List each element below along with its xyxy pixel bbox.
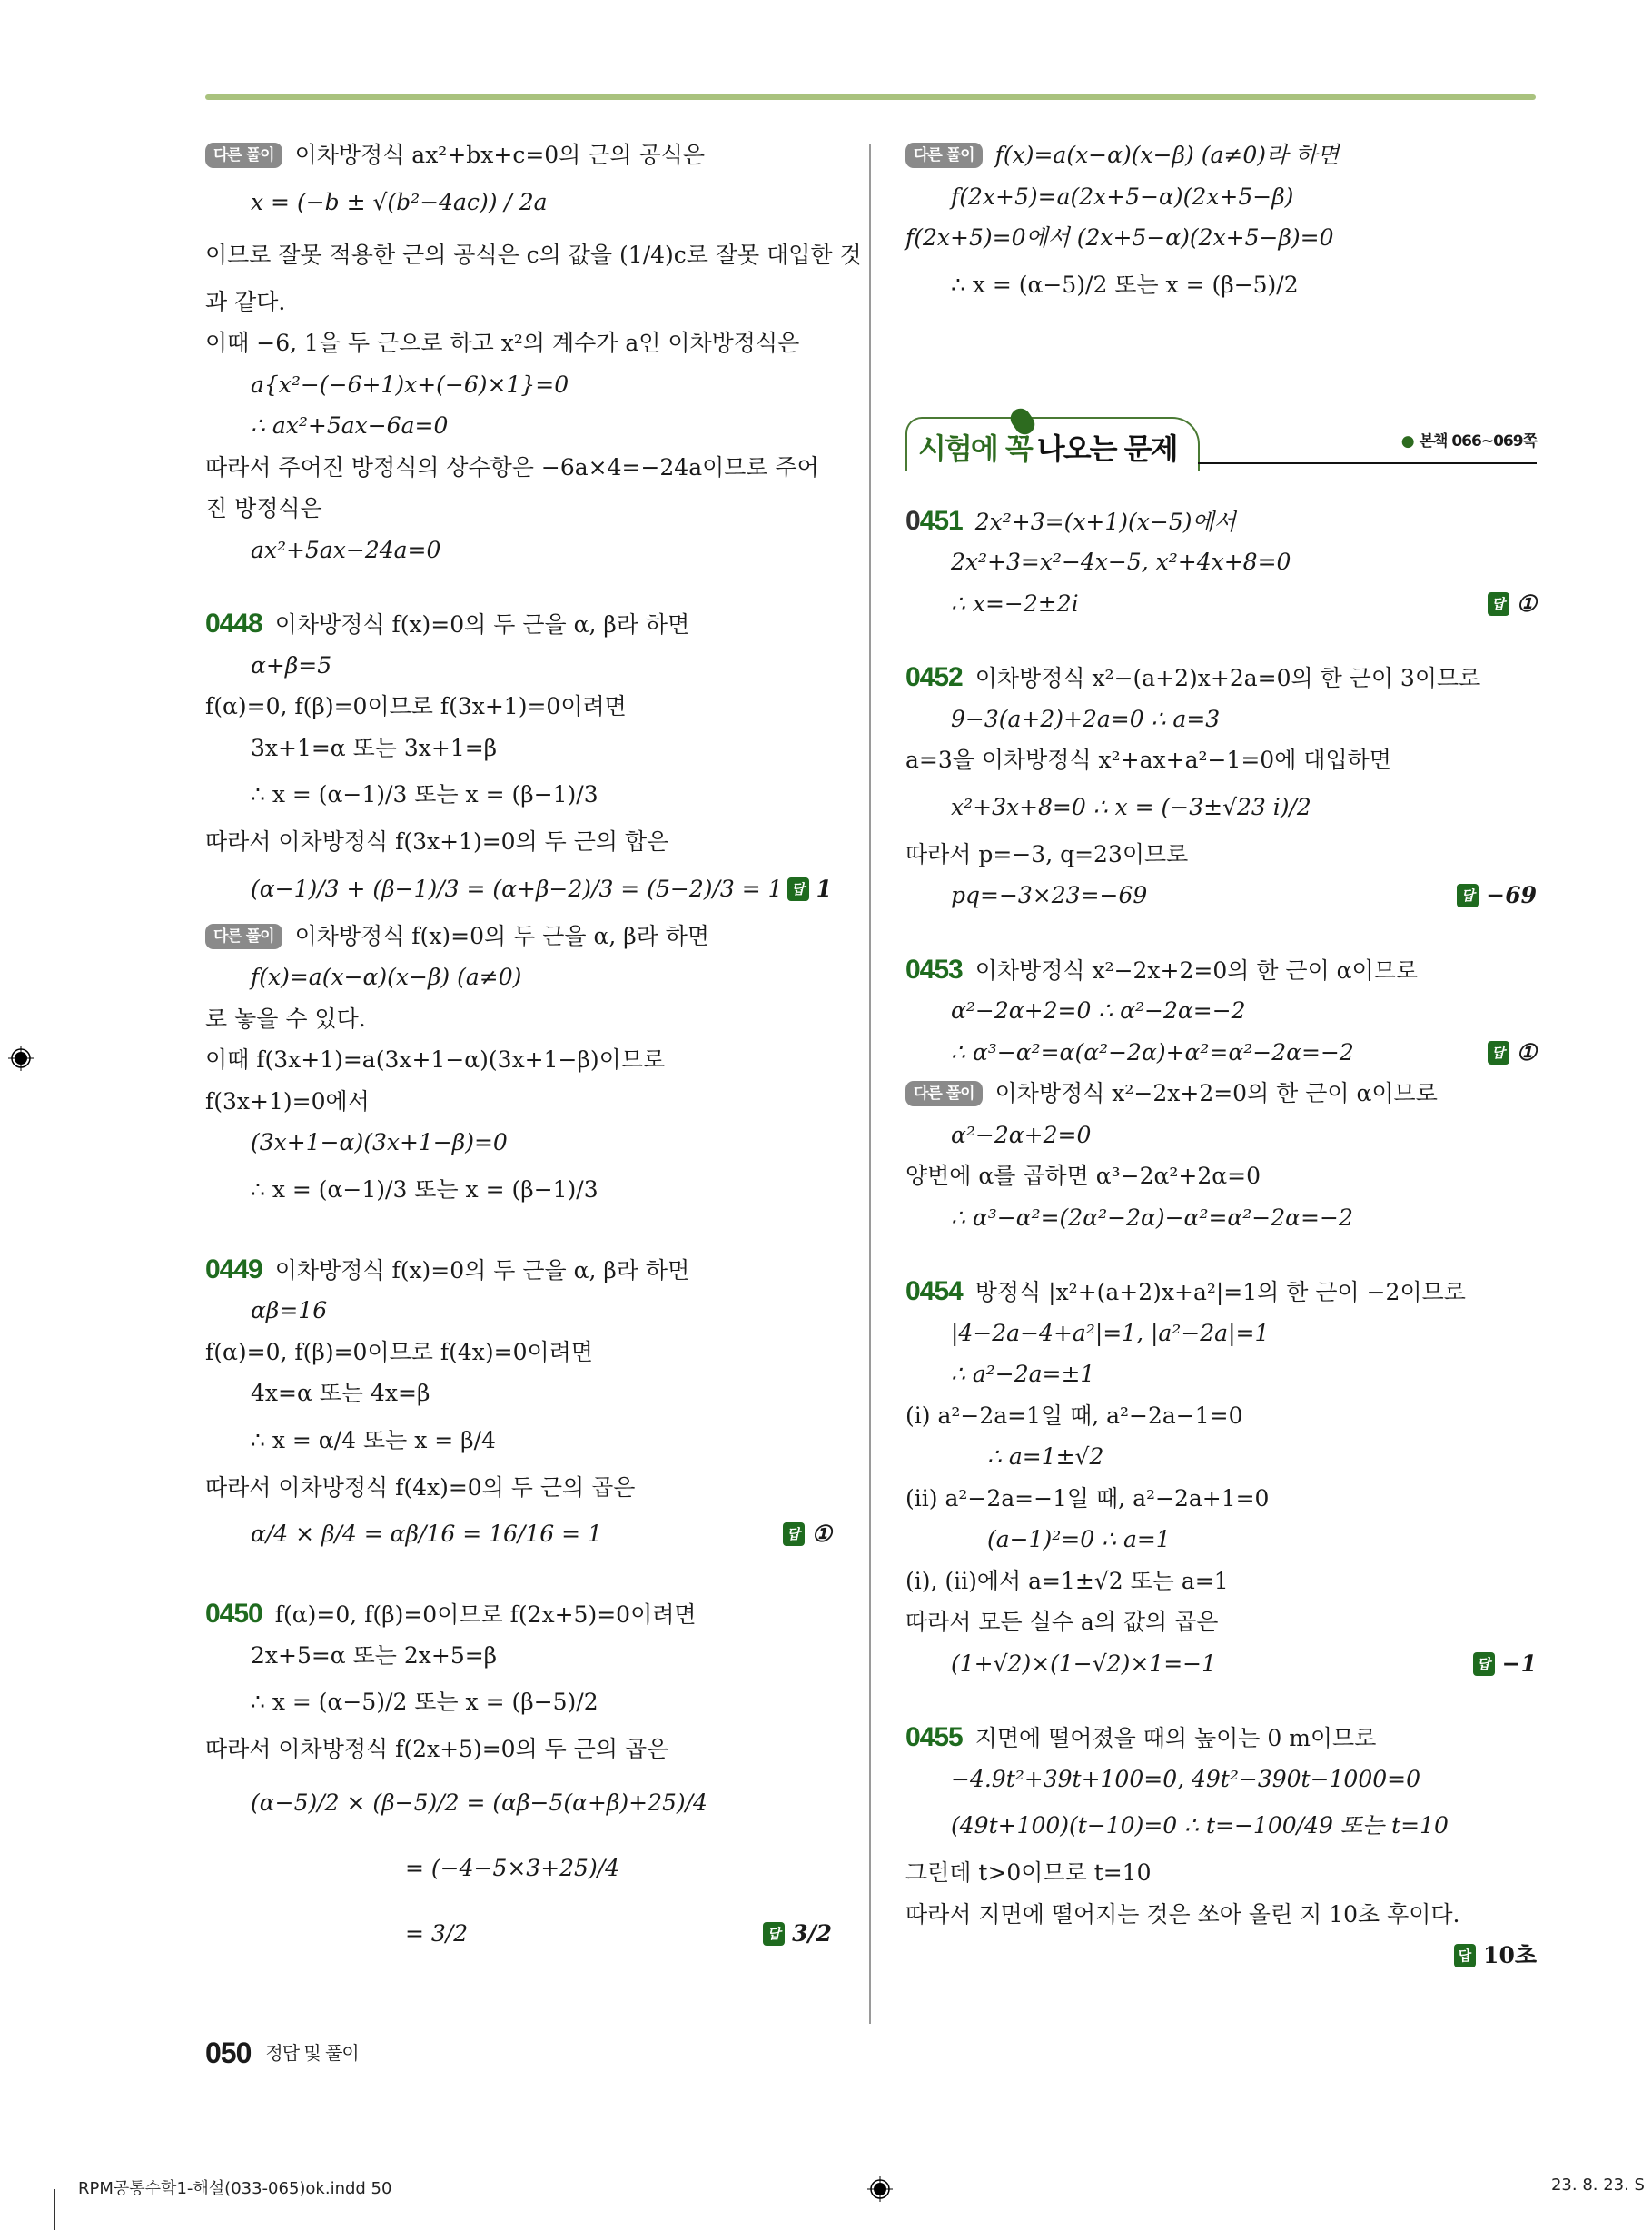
- formula-text: α/4 × β/4 = αβ/16 = 16/16 = 1: [251, 1521, 602, 1547]
- answer-mark: [1473, 1643, 1537, 1685]
- problem-number: 0450: [205, 1599, 262, 1629]
- answer-value: −1: [1501, 1650, 1537, 1677]
- text-line: (i), (ii)에서 a=1±√2 또는 a=1: [905, 1567, 1229, 1594]
- answer-value: ①: [811, 1521, 832, 1547]
- text-line: 따라서 이차방정식 f(4x)=0의 두 근의 곱은: [205, 1473, 636, 1501]
- right-column: [905, 134, 1537, 1977]
- formula-text: ∴ x=−2±2i: [951, 590, 1079, 617]
- problem-0455: [905, 1717, 1537, 1977]
- answer-value: 1: [816, 875, 832, 902]
- problem-0451: [905, 501, 1537, 625]
- answer-icon: 답: [1457, 884, 1479, 907]
- formula-line: [905, 1643, 1537, 1685]
- answer-mark: [783, 1508, 832, 1561]
- text-line: 이차방정식 ax²+bx+c=0의 근의 공식은: [294, 142, 705, 168]
- formula-line: ∴ x = (α−1)/3 또는 x = (β−1)/3: [251, 781, 598, 808]
- print-slug-file: RPM공통수학1-해설(033-065)ok.indd 50: [78, 2179, 392, 2198]
- answer-icon: 답: [1488, 592, 1509, 616]
- text-line: f(x)=a(x−α)(x−β) (a≠0)라 하면: [994, 142, 1340, 168]
- registration-mark-icon: [7, 1045, 35, 1072]
- formula-line: (49t+100)(t−10)=0 ∴ t=−100/49 또는 t=10: [951, 1812, 1449, 1839]
- text-line: 그런데 t>0이므로 t=10: [905, 1859, 1152, 1886]
- formula-line: 4x=α 또는 4x=β: [251, 1380, 430, 1406]
- text-line: 이므로 잘못 적용한 근의 공식은 c의 값을 (1/4)c로 잘못 대입한 것: [205, 241, 862, 268]
- text-line: 이차방정식 x²−2x+2=0의 한 근이 α이므로: [994, 1080, 1438, 1106]
- formula-text: = 3/2: [405, 1919, 469, 1947]
- text-line: 따라서 이차방정식 f(3x+1)=0의 두 근의 합은: [205, 828, 669, 855]
- answer-value: 3/2: [792, 1919, 832, 1947]
- text-line: 2x²+3=(x+1)(x−5)에서: [974, 508, 1236, 535]
- problem-number: 0455: [905, 1722, 963, 1752]
- formula-line: ∴ a=1±√2: [987, 1443, 1104, 1470]
- text-line: 지면에 떨어졌을 때의 높이는 0 m이므로: [974, 1725, 1377, 1751]
- text-line: 이차방정식 f(x)=0의 두 근을 α, β라 하면: [294, 922, 710, 949]
- text-line: f(3x+1)=0에서: [205, 1087, 370, 1115]
- formula-line: |4−2a−4+a²|=1, |a²−2a|=1: [951, 1319, 1270, 1346]
- formula-line: (3x+1−α)(3x+1−β)=0: [251, 1129, 508, 1155]
- top-accent-bar: [205, 94, 1536, 100]
- answer-value: 10초: [1483, 1942, 1537, 1968]
- problem-number: 0448: [205, 609, 262, 639]
- formula-line: ∴ α³−α²=(2α²−2α)−α²=α²−2α=−2: [951, 1204, 1353, 1231]
- formula-line: [205, 863, 832, 916]
- formula-text: pq=−3×23=−69: [951, 882, 1148, 908]
- formula-line: −4.9t²+39t+100=0, 49t²−390t−1000=0: [951, 1765, 1421, 1792]
- formula-line: (a−1)²=0 ∴ a=1: [987, 1526, 1171, 1552]
- text-line: a=3을 이차방정식 x²+ax+a²−1=0에 대입하면: [905, 747, 1391, 773]
- answer-line: [905, 1935, 1537, 1977]
- formula-line: α²−2α+2=0 ∴ α²−2α=−2: [951, 997, 1246, 1024]
- left-column: [205, 134, 862, 1967]
- answer-value: −69: [1486, 882, 1537, 908]
- problem-0454: [905, 1271, 1537, 1684]
- text-line: 과 같다.: [205, 288, 286, 315]
- formula-line: = (−4−5×3+25)/4: [405, 1854, 620, 1881]
- text-line: f(α)=0, f(β)=0이므로 f(4x)=0이려면: [205, 1338, 593, 1365]
- reference-text: 본책 066~069쪽: [1419, 431, 1537, 451]
- section-title-black: 나오는 문제: [1036, 431, 1177, 466]
- print-slug-date: 23. 8. 23. S: [1550, 2175, 1645, 2195]
- answer-icon: 답: [1473, 1652, 1495, 1676]
- text-line: 이차방정식 x²−(a+2)x+2a=0의 한 근이 3이므로: [974, 665, 1481, 691]
- text-line: 방정식 |x²+(a+2)x+a²|=1의 한 근이 −2이므로: [974, 1279, 1466, 1305]
- formula-line: [905, 583, 1537, 625]
- text-line: 이차방정식 x²−2x+2=0의 한 근이 α이므로: [974, 956, 1418, 984]
- answer-value: ①: [1516, 1038, 1537, 1065]
- text-line: 로 놓을 수 있다.: [205, 1005, 366, 1032]
- section-rule: [1198, 462, 1537, 464]
- answer-mark: [1454, 1935, 1537, 1977]
- formula-line: 3x+1=α 또는 3x+1=β: [251, 734, 498, 761]
- answer-mark: [787, 863, 832, 916]
- formula-line: ∴ x = (α−5)/2 또는 x = (β−5)/2: [951, 271, 1299, 298]
- formula-line: x²+3x+8=0 ∴ x = (−3±√23 i)/2: [951, 793, 1311, 820]
- answer-value: ①: [1516, 590, 1537, 617]
- alt-solution-badge: 다른 풀이: [205, 924, 282, 949]
- page-number: 050: [205, 2037, 252, 2069]
- formula-line: αβ=16: [251, 1297, 328, 1323]
- section-title: [918, 426, 1177, 468]
- section-header: [905, 411, 1537, 484]
- alt-solution-0447: [205, 134, 862, 570]
- formula-line: [205, 1508, 832, 1561]
- formula-line: ∴ a²−2a=±1: [951, 1361, 1095, 1387]
- column-divider: [869, 144, 871, 2024]
- formula-line: ∴ x = (α−5)/2 또는 x = (β−5)/2: [251, 1689, 598, 1715]
- registration-mark-icon: [866, 2175, 894, 2203]
- problem-number: 0451: [905, 505, 963, 536]
- problem-0452: [905, 657, 1537, 917]
- formula-line: ∴ ax²+5ax−6a=0: [251, 412, 449, 439]
- answer-icon: 답: [1488, 1041, 1509, 1065]
- text-line: f(α)=0, f(β)=0이므로 f(3x+1)=0이려면: [205, 693, 627, 719]
- answer-mark: [1488, 583, 1537, 625]
- formula-text: (α−1)/3 + (β−1)/3 = (α+β−2)/3 = (5−2)/3 = 1: [251, 875, 783, 902]
- answer-icon: 답: [783, 1522, 805, 1546]
- formula-line: f(2x+5)=0에서 (2x+5−α)(2x+5−β)=0: [905, 224, 1334, 251]
- answer-icon: 답: [1454, 1944, 1476, 1967]
- problem-number: 0453: [905, 954, 963, 985]
- formula-line: 9−3(a+2)+2a=0 ∴ a=3: [951, 705, 1221, 732]
- formula-line: ax²+5ax−24a=0: [251, 536, 441, 563]
- formula-line: ∴ x = α/4 또는 x = β/4: [251, 1426, 496, 1453]
- problem-number: 0452: [905, 662, 963, 692]
- formula-line: a{x²−(−6+1)x+(−6)×1}=0: [251, 371, 569, 398]
- formula-text: ∴ α³−α²=α(α²−2α)+α²=α²−2α=−2: [951, 1038, 1354, 1065]
- formula-line: [205, 1901, 832, 1967]
- problem-number: 0449: [205, 1254, 262, 1284]
- problem-0453: [905, 949, 1537, 1239]
- section-title-green: 시험에 꼭: [918, 431, 1032, 466]
- problem-0448: [205, 603, 832, 1216]
- problem-0449: [205, 1249, 832, 1561]
- page-footer: [205, 2037, 359, 2070]
- text-line: 따라서 모든 실수 a의 값의 곱은: [905, 1609, 1219, 1635]
- formula-line: 2x+5=α 또는 2x+5=β: [251, 1641, 498, 1669]
- text-line: 이때 −6, 1을 두 근으로 하고 x²의 계수가 a인 이차방정식은: [205, 330, 800, 356]
- alt-solution-badge: 다른 풀이: [205, 143, 282, 168]
- text-line: 따라서 지면에 떨어지는 것은 쏘아 올린 지 10초 후이다.: [905, 1900, 1460, 1928]
- text-line: 진 방정식은: [205, 495, 322, 521]
- crop-mark: [54, 2189, 55, 2230]
- section-reference: [1401, 428, 1537, 451]
- formula-line: α²−2α+2=0: [951, 1121, 1092, 1148]
- formula-line: ∴ x = (α−1)/3 또는 x = (β−1)/3: [251, 1175, 598, 1203]
- alt-solution-0450: [905, 134, 1537, 312]
- formula-text: (1+√2)×(1−√2)×1=−1: [951, 1650, 1216, 1677]
- formula-line: [905, 1032, 1537, 1074]
- formula-line: (α−5)/2 × (β−5)/2 = (αβ−5(α+β)+25)/4: [251, 1789, 707, 1816]
- problem-number: 0454: [905, 1276, 963, 1306]
- formula-line: f(2x+5)=a(2x+5−α)(2x+5−β): [951, 183, 1294, 210]
- alt-solution-badge: 다른 풀이: [905, 1081, 983, 1106]
- answer-mark: [763, 1901, 832, 1967]
- formula-line: [905, 875, 1537, 917]
- alt-solution-badge: 다른 풀이: [905, 143, 983, 168]
- text-line: (i) a²−2a=1일 때, a²−2a−1=0: [905, 1402, 1243, 1429]
- bullet-icon: ●: [1400, 431, 1414, 451]
- text-line: 따라서 이차방정식 f(2x+5)=0의 두 근의 곱은: [205, 1736, 669, 1762]
- text-line: 따라서 주어진 방정식의 상수항은 −6a×4=−24a이므로 주어: [205, 453, 819, 481]
- page-label: 정답 및 풀이: [265, 2042, 359, 2064]
- answer-mark: [1488, 1032, 1537, 1074]
- formula-line: α+β=5: [251, 651, 332, 679]
- text-line: 이때 f(3x+1)=a(3x+1−α)(3x+1−β)이므로: [205, 1046, 666, 1073]
- answer-mark: [1457, 875, 1537, 917]
- formula-line: f(x)=a(x−α)(x−β) (a≠0): [251, 964, 522, 990]
- text-line: 양변에 α를 곱하면 α³−2α²+2α=0: [905, 1163, 1261, 1189]
- text-line: 이차방정식 f(x)=0의 두 근을 α, β라 하면: [274, 1256, 690, 1283]
- answer-icon: 답: [763, 1922, 785, 1946]
- answer-icon: 답: [787, 877, 809, 901]
- text-line: (ii) a²−2a=−1일 때, a²−2a+1=0: [905, 1484, 1270, 1511]
- problem-0450: [205, 1593, 832, 1967]
- formula-line: x = (−b ± √(b²−4ac)) / 2a: [251, 188, 548, 215]
- formula-line: 2x²+3=x²−4x−5, x²+4x+8=0: [951, 549, 1291, 575]
- text-line: 이차방정식 f(x)=0의 두 근을 α, β라 하면: [274, 611, 690, 638]
- text-line: f(α)=0, f(β)=0이므로 f(2x+5)=0이려면: [274, 1601, 697, 1628]
- text-line: 따라서 p=−3, q=23이므로: [905, 840, 1189, 867]
